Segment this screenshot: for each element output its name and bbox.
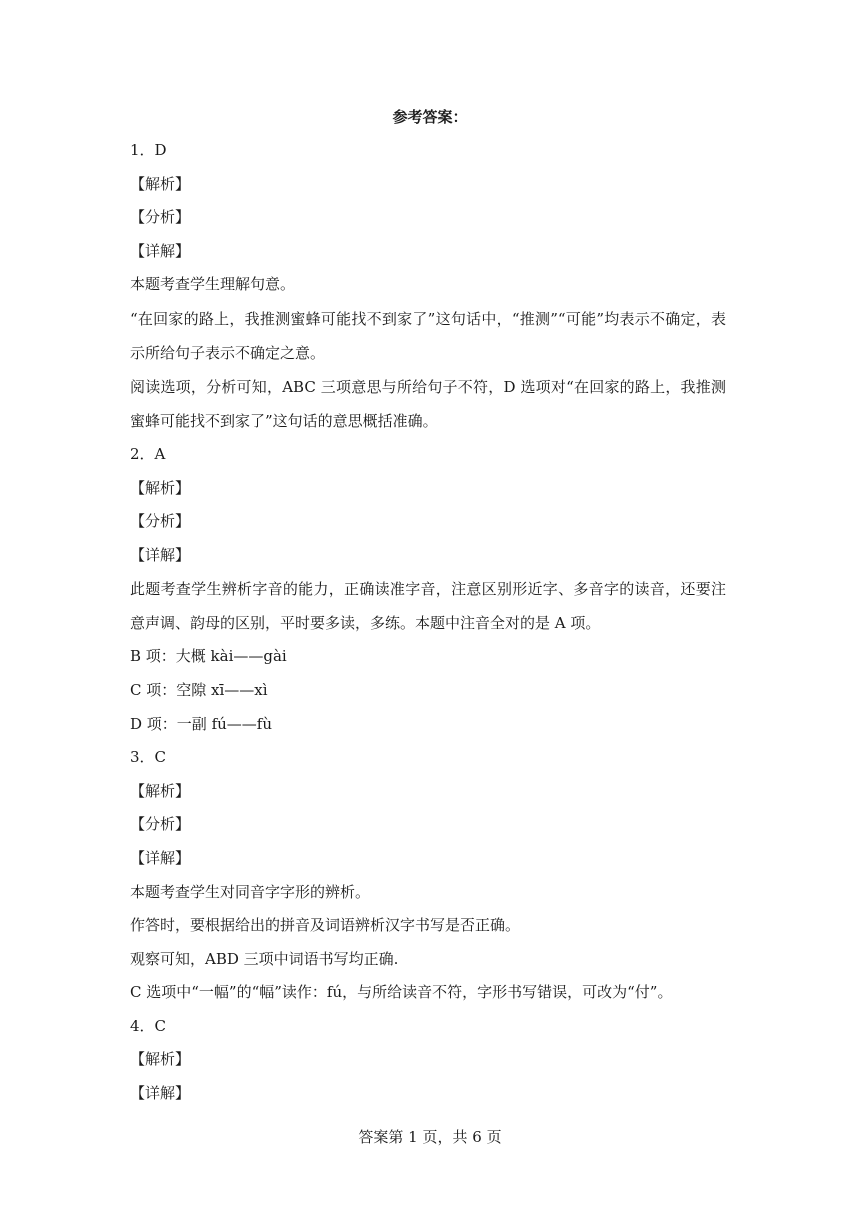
q1-paragraph-2: “在回家的路上，我推测蜜蜂可能找不到家了”这句话中，“推测”“可能”均表示不确定，表示所给句子表示不确定之意。 [130, 309, 726, 362]
q4-xiangjie-heading: 【详解】 [130, 1084, 191, 1103]
q2-fenxi-heading: 【分析】 [130, 512, 191, 531]
q2-paragraph-1: 此题考查学生辨析字音的能力，正确读准字音，注意区别形近字、多音字的读音，还要注意声调、韵母的区别，平时要多读，多练。本题中注音全对的是 A 项。 [130, 580, 726, 633]
q4-jiexi-heading: 【解析】 [130, 1050, 191, 1069]
q3-paragraph-1: 本题考查学生对同音字字形的辨析。 [130, 882, 371, 901]
q3-jiexi-heading: 【解析】 [130, 781, 191, 800]
q2-option-b: B 项：大概 kài——gài [130, 647, 287, 666]
q1-paragraph-3: 阅读选项，分析可知，ABC 三项意思与所给句子不符，D 选项对“在回家的路上，我推测蜜蜂可能找不到家了”这句话的意思概括准确。 [130, 377, 726, 430]
q3-paragraph-4: C 选项中“一幅”的“幅”读作：fú，与所给读音不符，字形书写错误，可改为“付”。 [130, 983, 673, 1002]
q1-jiexi-heading: 【解析】 [130, 174, 191, 193]
q2-jiexi-heading: 【解析】 [130, 478, 191, 497]
q1-xiangjie-heading: 【详解】 [130, 241, 191, 260]
q3-paragraph-3: 观察可知，ABD 三项中词语书写均正确. [130, 949, 399, 968]
q1-fenxi-heading: 【分析】 [130, 208, 191, 227]
q3-answer: 3．C [130, 748, 167, 767]
q1-paragraph-1: 本题考查学生理解句意。 [130, 275, 296, 294]
q3-fenxi-heading: 【分析】 [130, 815, 191, 834]
page-title: 参考答案： [392, 108, 468, 126]
q1-answer: 1．D [130, 141, 167, 159]
q3-xiangjie-heading: 【详解】 [130, 848, 191, 867]
q3-paragraph-2: 作答时，要根据给出的拼音及词语辨析汉字书写是否正确。 [130, 916, 521, 935]
q2-xiangjie-heading: 【详解】 [130, 545, 191, 564]
page-footer: 答案第 1 页，共 6 页 [358, 1128, 502, 1146]
q2-option-d: D 项：一副 fú——fù [130, 714, 272, 733]
q2-answer: 2．A [130, 444, 166, 463]
q4-answer: 4．C [130, 1016, 167, 1035]
q2-option-c: C 项：空隙 xī——xì [130, 680, 268, 699]
answer-content [130, 134, 730, 1111]
